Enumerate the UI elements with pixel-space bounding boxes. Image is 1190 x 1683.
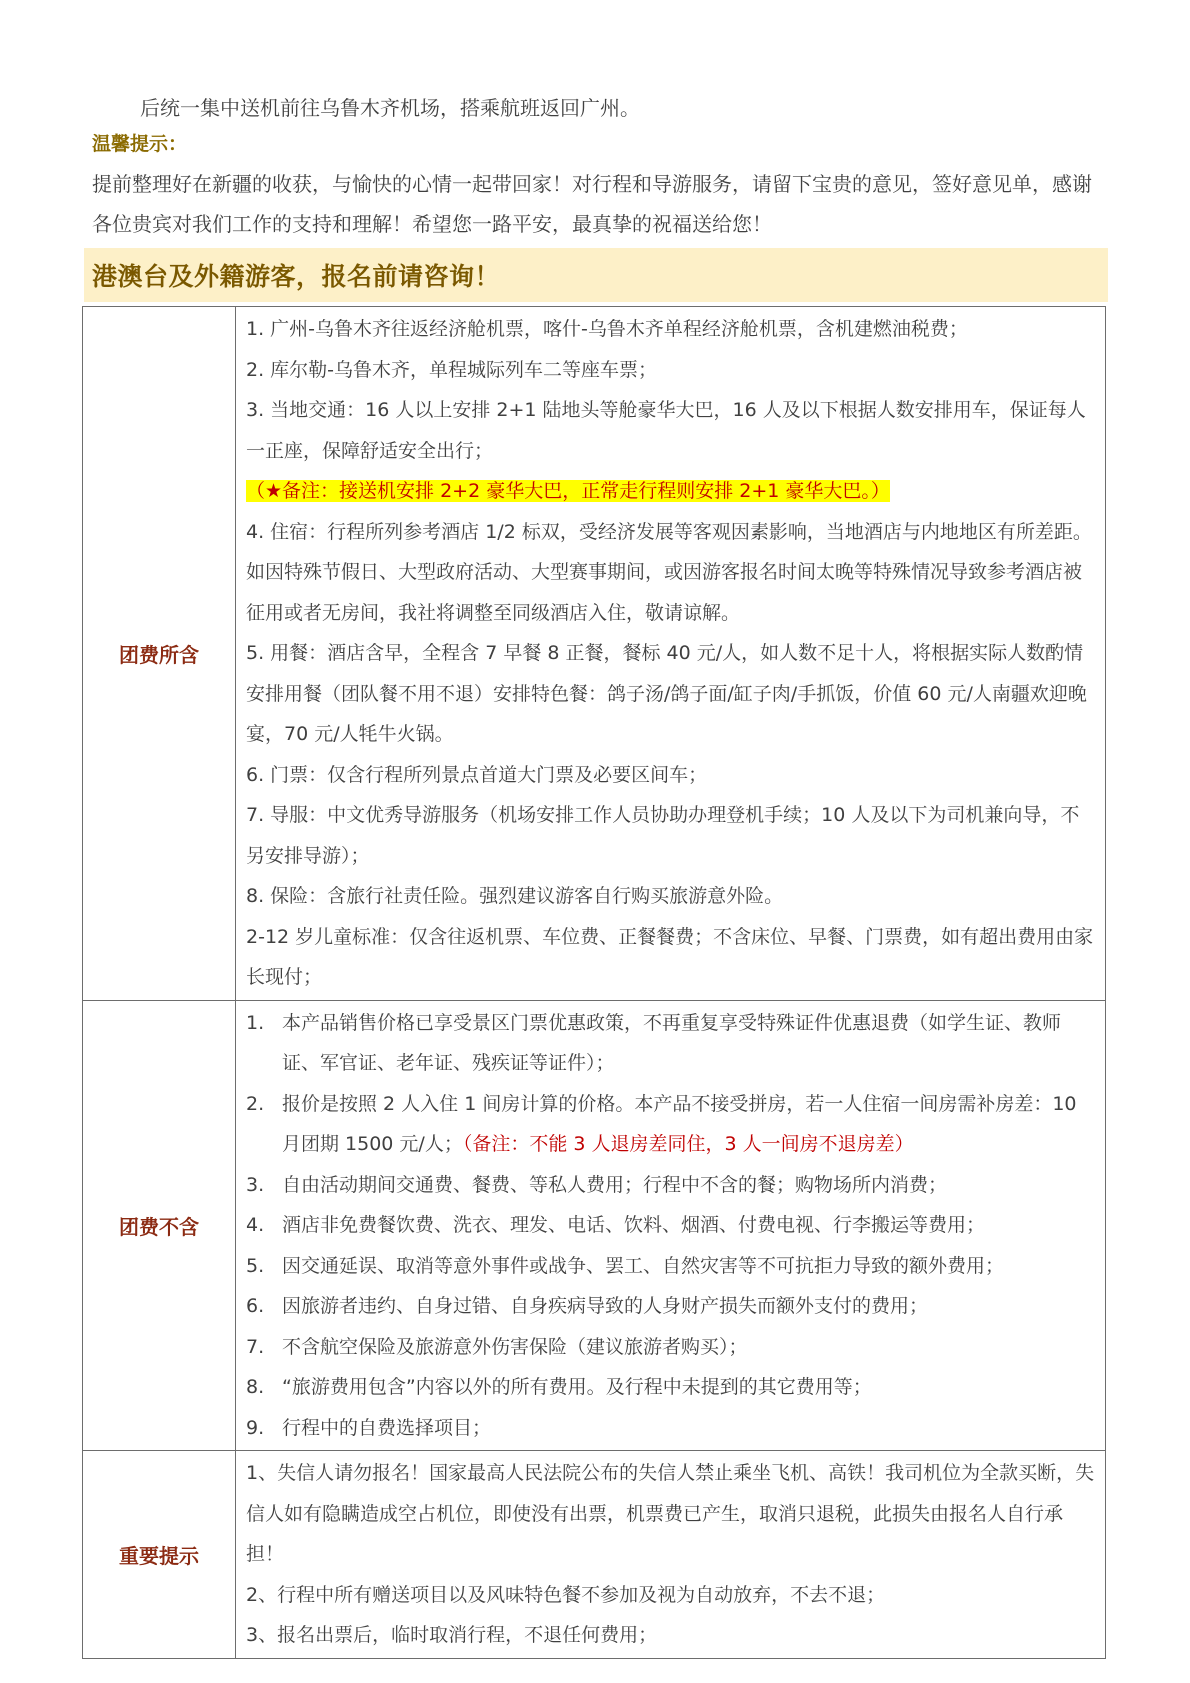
item-number: 3. (246, 1173, 265, 1196)
item-number: 9. (246, 1416, 265, 1439)
child-standard: 2-12 岁儿童标准：仅含往返机票、车位费、正餐餐费；不含床位、早餐、门票费，如有超出费用由家长现付； (246, 925, 1094, 988)
important-item: 3、报名出票后，临时取消行程，不退任何费用； (246, 1624, 658, 1646)
item-number: 5. (246, 1254, 265, 1277)
item-text: 报价是按照 2 人入住 1 间房计算的价格。本产品不接受拼房，若一人住宿一间房需补房差：10 月团期 1500 元/人； (282, 1092, 1077, 1155)
excluded-row (83, 1000, 1106, 1451)
important-item: 2、行程中所有赠送项目以及风味特色餐不参加及视为自动放弃，不去不退； (246, 1583, 886, 1606)
important-label: 重要提示 (83, 1451, 236, 1659)
item-text: 不含航空保险及旅游意外伤害保险（建议旅游者购买）； (282, 1335, 748, 1358)
item-text: “旅游费用包含”内容以外的所有费用。及行程中未提到的其它费用等； (282, 1376, 872, 1398)
warm-tip-title: 温馨提示： (92, 133, 188, 155)
excluded-content (236, 1000, 1106, 1451)
item-text: 自由活动期间交通费、餐费、等私人费用；行程中不含的餐；购物场所内消费； (282, 1173, 948, 1196)
item-number: 2. (246, 1092, 265, 1115)
included-item: 4. 住宿：行程所列参考酒店 1/2 标双，受经济发展等客观因素影响，当地酒店与内地地区有所差距。如因特殊节假日、大型政府活动、大型赛事期间，或因游客报名时间太晚等特殊情况导致参考酒店被征用或者无房间，我社将调整至同级酒店入住，敬请谅解。 (246, 520, 1092, 624)
excluded-item (246, 1327, 1095, 1368)
item-text: 因旅游者违约、自身过错、自身疾病导致的人身财产损失而额外支付的费用； (282, 1295, 929, 1317)
included-row (83, 307, 1106, 1001)
item-text: 酒店非免费餐饮费、洗衣、理发、电话、饮料、烟酒、付费电视、行李搬运等费用； (282, 1214, 986, 1236)
item-number: 1. (246, 1011, 265, 1034)
excluded-label: 团费不含 (83, 1000, 236, 1451)
included-item: 1. 广州-乌鲁木齐往返经济舱机票，喀什-乌鲁木齐单程经济舱机票，含机建燃油税费； (246, 318, 968, 340)
important-row (83, 1451, 1106, 1659)
item-text: 行程中的自费选择项目； (282, 1416, 492, 1439)
important-content (236, 1451, 1106, 1659)
excluded-item (246, 1286, 1095, 1327)
excluded-item (246, 1408, 1095, 1449)
excluded-item (246, 1165, 1095, 1206)
included-item: 6. 门票：仅含行程所列景点首道大门票及必要区间车； (246, 763, 708, 786)
included-item: 8. 保险：含旅行社责任险。强烈建议游客自行购买旅游意外险。 (246, 885, 784, 907)
excluded-item (246, 1003, 1095, 1084)
excluded-item (246, 1246, 1095, 1287)
room-difference-note: （备注：不能 3 人退房差同住，3 人一间房不退房差） (462, 1133, 914, 1155)
included-item: 5. 用餐：酒店含早，全程含 7 早餐 8 正餐，餐标 40 元/人，如人数不足十人，将根据实际人数酌情安排用餐（团队餐不用不退）安排特色餐：鸽子汤/鸽子面/缸子肉/手抓饭，价值 60 元/人南疆欢迎晚宴，70 元/人牦牛火锅。 (246, 642, 1087, 745)
warm-tip-text: 提前整理好在新疆的收获，与愉快的心情一起带回家！对行程和导游服务，请留下宝贵的意见，签好意见单，感谢各位贵宾对我们工作的支持和理解！希望您一路平安，最真挚的祝福送给您！ (92, 172, 1092, 236)
document-page (92, 88, 1106, 1659)
item-number: 7. (246, 1335, 265, 1358)
included-item: 2. 库尔勒-乌鲁木齐，单程城际列车二等座车票； (246, 358, 658, 381)
return-line: 后统一集中送机前往乌鲁木齐机场，搭乘航班返回广州。 (140, 96, 640, 120)
excluded-item (246, 1367, 1095, 1408)
included-item: 3. 当地交通：16 人以上安排 2+1 陆地头等舱豪华大巴，16 人及以下根据人数安排用车，保证每人一正座，保障舒适安全出行； (246, 399, 1086, 462)
excluded-item (246, 1084, 1095, 1165)
item-number: 4. (246, 1214, 265, 1236)
important-item: 1、失信人请勿报名！国家最高人民法院公布的失信人禁止乘坐飞机、高铁！我司机位为全款买断，失信人如有隐瞒造成空占机位，即使没有出票，机票费已产生，取消只退税，此损失由报名人自行承担！ (246, 1462, 1095, 1565)
included-label: 团费所含 (83, 307, 236, 1001)
included-content (236, 307, 1106, 1001)
foreign-guest-notice: 港澳台及外籍游客，报名前请咨询！ (84, 248, 1108, 302)
item-number: 6. (246, 1295, 265, 1317)
excluded-item (246, 1205, 1095, 1246)
item-text: 本产品销售价格已享受景区门票优惠政策，不再重复享受特殊证件优惠退费（如学生证、教师证、军官证、老年证、残疾证等证件）； (282, 1011, 1062, 1074)
included-item: 7. 导服：中文优秀导游服务（机场安排工作人员协助办理登机手续；10 人及以下为司机兼向导，不另安排导游）； (246, 804, 1080, 867)
transfer-bus-note: （★备注：接送机安排 2+2 豪华大巴，正常走行程则安排 2+1 豪华大巴。） (246, 480, 890, 502)
item-number: 8. (246, 1376, 265, 1398)
fee-table (82, 306, 1106, 1659)
item-text: 因交通延误、取消等意外事件或战争、罢工、自然灾害等不可抗拒力导致的额外费用； (282, 1254, 1005, 1277)
